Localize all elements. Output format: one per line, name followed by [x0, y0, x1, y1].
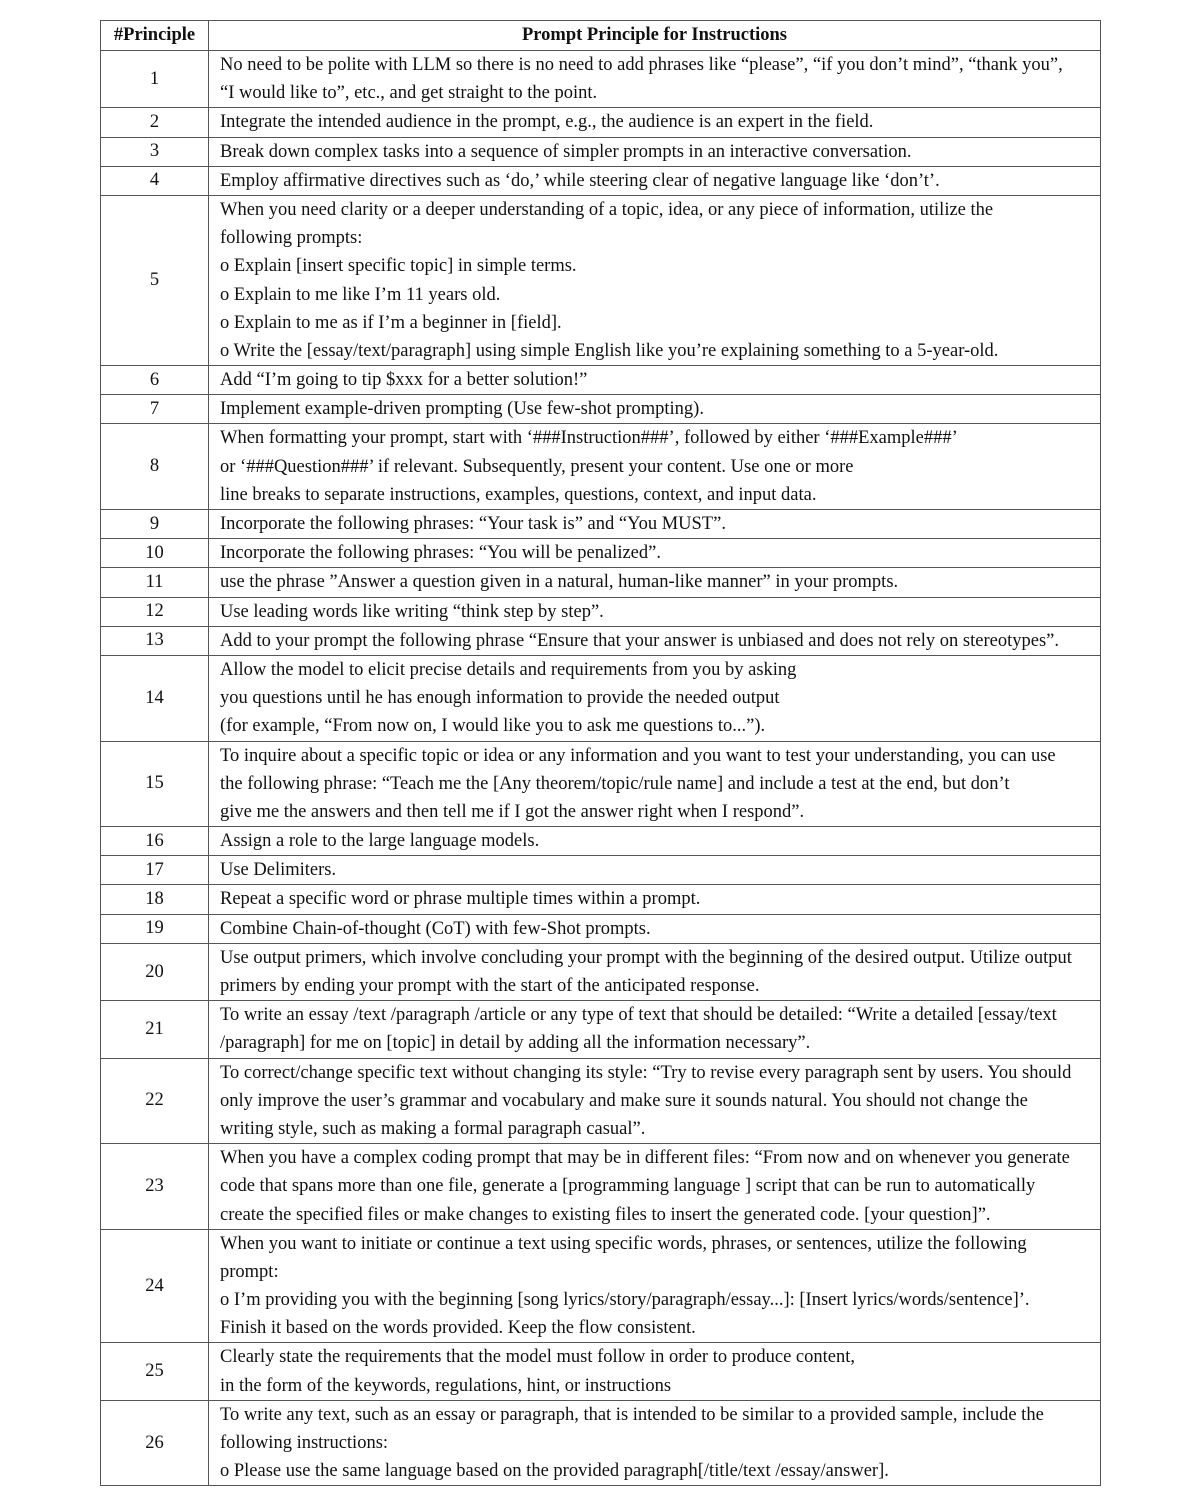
table-row — [101, 1058, 1101, 1144]
principle-number: 13 — [101, 626, 209, 655]
table-row — [101, 395, 1101, 424]
principle-text — [209, 1001, 1101, 1058]
principle-text-line: code that spans more than one file, generate a [programming language ] script that can be run to automatically — [220, 1176, 1036, 1197]
principle-text-line: No need to be polite with LLM so there is no need to add phrases like “please”, “if you don’t mind”, “thank you”, — [220, 55, 1063, 75]
principle-text-line: in the form of the keywords, regulations, hint, or instructions — [220, 1375, 672, 1396]
principle-number: 23 — [101, 1144, 209, 1230]
table-row — [101, 51, 1101, 108]
principle-text-line: To write an essay /text /paragraph /article or any type of text that should be detailed: “Write a detailed [essay/text — [220, 1005, 1057, 1026]
principle-text-line: give me the answers and then tell me if I got the answer right when I respond”. — [220, 801, 805, 822]
principle-text-line: To correct/change specific text without changing its style: “Try to revise every paragraph sent by users. You should — [220, 1062, 1072, 1083]
table-row — [101, 366, 1101, 395]
principle-number: 7 — [101, 395, 209, 424]
principle-text — [209, 195, 1101, 365]
table-row — [101, 1144, 1101, 1230]
principle-text-line: line breaks to separate instructions, examples, questions, context, and input data. — [220, 484, 817, 505]
principle-text — [209, 1229, 1101, 1343]
principle-text-line: prompt: — [220, 1261, 279, 1282]
principle-number: 5 — [101, 195, 209, 365]
principle-number: 10 — [101, 539, 209, 568]
principle-text — [209, 597, 1101, 626]
table-row — [101, 568, 1101, 597]
principle-text — [209, 1058, 1101, 1144]
principle-text-line: When you want to initiate or continue a text using specific words, phrases, or sentences, utilize the following — [220, 1233, 1027, 1254]
principle-text — [209, 827, 1101, 856]
principle-text-line: only improve the user’s grammar and vocabulary and make sure it sounds natural. You should not change the — [220, 1090, 1028, 1111]
principle-text-line: Employ affirmative directives such as ‘do,’ while steering clear of negative language like ‘don’t’. — [220, 170, 940, 191]
principle-number: 20 — [101, 943, 209, 1000]
table-row — [101, 137, 1101, 166]
principle-text-line: writing style, such as making a formal paragraph casual”. — [220, 1118, 646, 1139]
principle-text — [209, 539, 1101, 568]
principle-text-line: Use leading words like writing “think step by step”. — [220, 601, 604, 622]
principle-number: 8 — [101, 424, 209, 510]
principle-text-line: When you have a complex coding prompt that may be in different files: “From now and on whenever you generate — [220, 1148, 1070, 1169]
principle-text — [209, 943, 1101, 1000]
principle-number: 4 — [101, 166, 209, 195]
principle-text-line: Incorporate the following phrases: “Your task is” and “You MUST”. — [220, 514, 726, 534]
principle-text — [209, 366, 1101, 395]
table-row — [101, 741, 1101, 827]
principle-text — [209, 51, 1101, 108]
principle-number: 15 — [101, 741, 209, 827]
header-row — [101, 21, 1101, 51]
principle-text-line: Incorporate the following phrases: “You will be penalized”. — [220, 543, 661, 564]
principle-number: 22 — [101, 1058, 209, 1144]
table-row — [101, 539, 1101, 568]
principle-text-line: the following phrase: “Teach me the [Any theorem/topic/rule name] and include a test at the end, but don’t — [220, 773, 1010, 794]
principle-number: 21 — [101, 1001, 209, 1058]
principle-number: 2 — [101, 108, 209, 137]
principle-text-line: Add “I’m going to tip $xxx for a better solution!” — [220, 370, 588, 391]
principle-text — [209, 137, 1101, 166]
principle-text-line: Allow the model to elicit precise details and requirements from you by asking — [220, 659, 797, 680]
principle-text-line: Implement example-driven prompting (Use few-shot prompting). — [220, 399, 704, 420]
principle-text — [209, 741, 1101, 827]
table-row — [101, 885, 1101, 914]
table-row — [101, 626, 1101, 655]
principle-text-line: (for example, “From now on, I would like you to ask me questions to...”). — [220, 716, 766, 737]
principle-number: 14 — [101, 655, 209, 741]
table-row — [101, 1229, 1101, 1343]
principle-number: 1 — [101, 51, 209, 108]
principle-text-line: “I would like to”, etc., and get straight to the point. — [220, 83, 598, 104]
principle-number: 18 — [101, 885, 209, 914]
principle-number: 16 — [101, 827, 209, 856]
principle-text-line: Finish it based on the words provided. Keep the flow consistent. — [220, 1318, 696, 1339]
principles-table — [100, 20, 1101, 1486]
principle-text-line: o I’m providing you with the beginning [song lyrics/story/paragraph/essay...]: [Insert lyrics/words/sentence]’. — [220, 1290, 1030, 1311]
principle-column-header: #Principle — [101, 21, 209, 51]
principle-text-line: Add to your prompt the following phrase “Ensure that your answer is unbiased and does not rely on stereotypes”. — [220, 630, 1059, 651]
table-row — [101, 1400, 1101, 1486]
principle-text-line: Assign a role to the large language models. — [220, 831, 540, 852]
principle-number: 25 — [101, 1343, 209, 1400]
principle-text — [209, 424, 1101, 510]
principle-text-line: o Explain to me as if I’m a beginner in [field]. — [220, 312, 562, 333]
table-row — [101, 1343, 1101, 1400]
table-row — [101, 195, 1101, 365]
table-row — [101, 914, 1101, 943]
principle-text-line: Combine Chain-of-thought (CoT) with few-Shot prompts. — [220, 918, 651, 939]
table-row — [101, 943, 1101, 1000]
principle-text-line: When you need clarity or a deeper understanding of a topic, idea, or any piece of information, utilize the — [220, 199, 994, 220]
table-row — [101, 827, 1101, 856]
principle-text-line: you questions until he has enough information to provide the needed output — [220, 688, 780, 709]
principle-text — [209, 1400, 1101, 1486]
principle-number: 6 — [101, 366, 209, 395]
principle-number: 11 — [101, 568, 209, 597]
principle-number: 17 — [101, 856, 209, 885]
principle-number: 26 — [101, 1400, 209, 1486]
principle-text-line: Break down complex tasks into a sequence of simpler prompts in an interactive conversation. — [220, 141, 912, 162]
principle-text — [209, 626, 1101, 655]
principle-number: 24 — [101, 1229, 209, 1343]
table-row — [101, 856, 1101, 885]
principle-text-line: When formatting your prompt, start with ‘###Instruction###’, followed by either ‘###Example###’ — [220, 428, 958, 449]
principle-number: 9 — [101, 510, 209, 539]
principle-text-line: o Explain [insert specific topic] in simple terms. — [220, 256, 577, 277]
principle-number: 12 — [101, 597, 209, 626]
principle-text — [209, 655, 1101, 741]
principle-text-line: primers by ending your prompt with the start of the anticipated response. — [220, 976, 760, 996]
principle-text-line: To inquire about a specific topic or idea or any information and you want to test your understanding, you can use — [220, 745, 1056, 766]
instruction-column-header: Prompt Principle for Instructions — [209, 21, 1101, 51]
table-row — [101, 597, 1101, 626]
principle-text — [209, 510, 1101, 539]
principle-text — [209, 914, 1101, 943]
principle-text-line: Integrate the intended audience in the prompt, e.g., the audience is an expert in the field. — [220, 112, 874, 133]
table-row — [101, 166, 1101, 195]
principle-text — [209, 856, 1101, 885]
principle-text — [209, 568, 1101, 597]
principle-text-line: To write any text, such as an essay or paragraph, that is intended to be similar to a provided sample, include the — [220, 1404, 1044, 1425]
principle-text-line: o Explain to me like I’m 11 years old. — [220, 284, 501, 305]
principle-text-line: Use Delimiters. — [220, 860, 337, 881]
principle-text-line: Clearly state the requirements that the model must follow in order to produce content, — [220, 1347, 855, 1368]
principle-text — [209, 1343, 1101, 1400]
principle-number: 3 — [101, 137, 209, 166]
principle-text-line: or ‘###Question###’ if relevant. Subsequently, present your content. Use one or more — [220, 456, 854, 477]
principle-text-line: following prompts: — [220, 228, 363, 249]
principle-text-line: following instructions: — [220, 1433, 389, 1453]
principle-text-line: Use output primers, which involve concluding your prompt with the beginning of the desired output. Utilize output — [220, 947, 1072, 968]
table-row — [101, 1001, 1101, 1058]
table-body — [101, 51, 1101, 1486]
table-row — [101, 655, 1101, 741]
table-row — [101, 108, 1101, 137]
principle-text-line: create the specified files or make changes to existing files to insert the generated code. [your question]”. — [220, 1204, 991, 1225]
principle-text — [209, 166, 1101, 195]
principle-text-line: o Please use the same language based on the provided paragraph[/title/text /essay/answer]. — [220, 1461, 889, 1482]
principle-number: 19 — [101, 914, 209, 943]
principle-text — [209, 885, 1101, 914]
principle-text-line: use the phrase ”Answer a question given in a natural, human-like manner” in your prompts. — [220, 572, 899, 593]
principle-text — [209, 108, 1101, 137]
principle-text-line: Repeat a specific word or phrase multiple times within a prompt. — [220, 889, 701, 910]
table-row — [101, 510, 1101, 539]
principle-text — [209, 395, 1101, 424]
principle-text-line: /paragraph] for me on [topic] in detail by adding all the information necessary”. — [220, 1033, 811, 1054]
principle-text — [209, 1144, 1101, 1230]
principle-text-line: o Write the [essay/text/paragraph] using simple English like you’re explaining something to a 5-year-old. — [220, 340, 999, 361]
table-row — [101, 424, 1101, 510]
